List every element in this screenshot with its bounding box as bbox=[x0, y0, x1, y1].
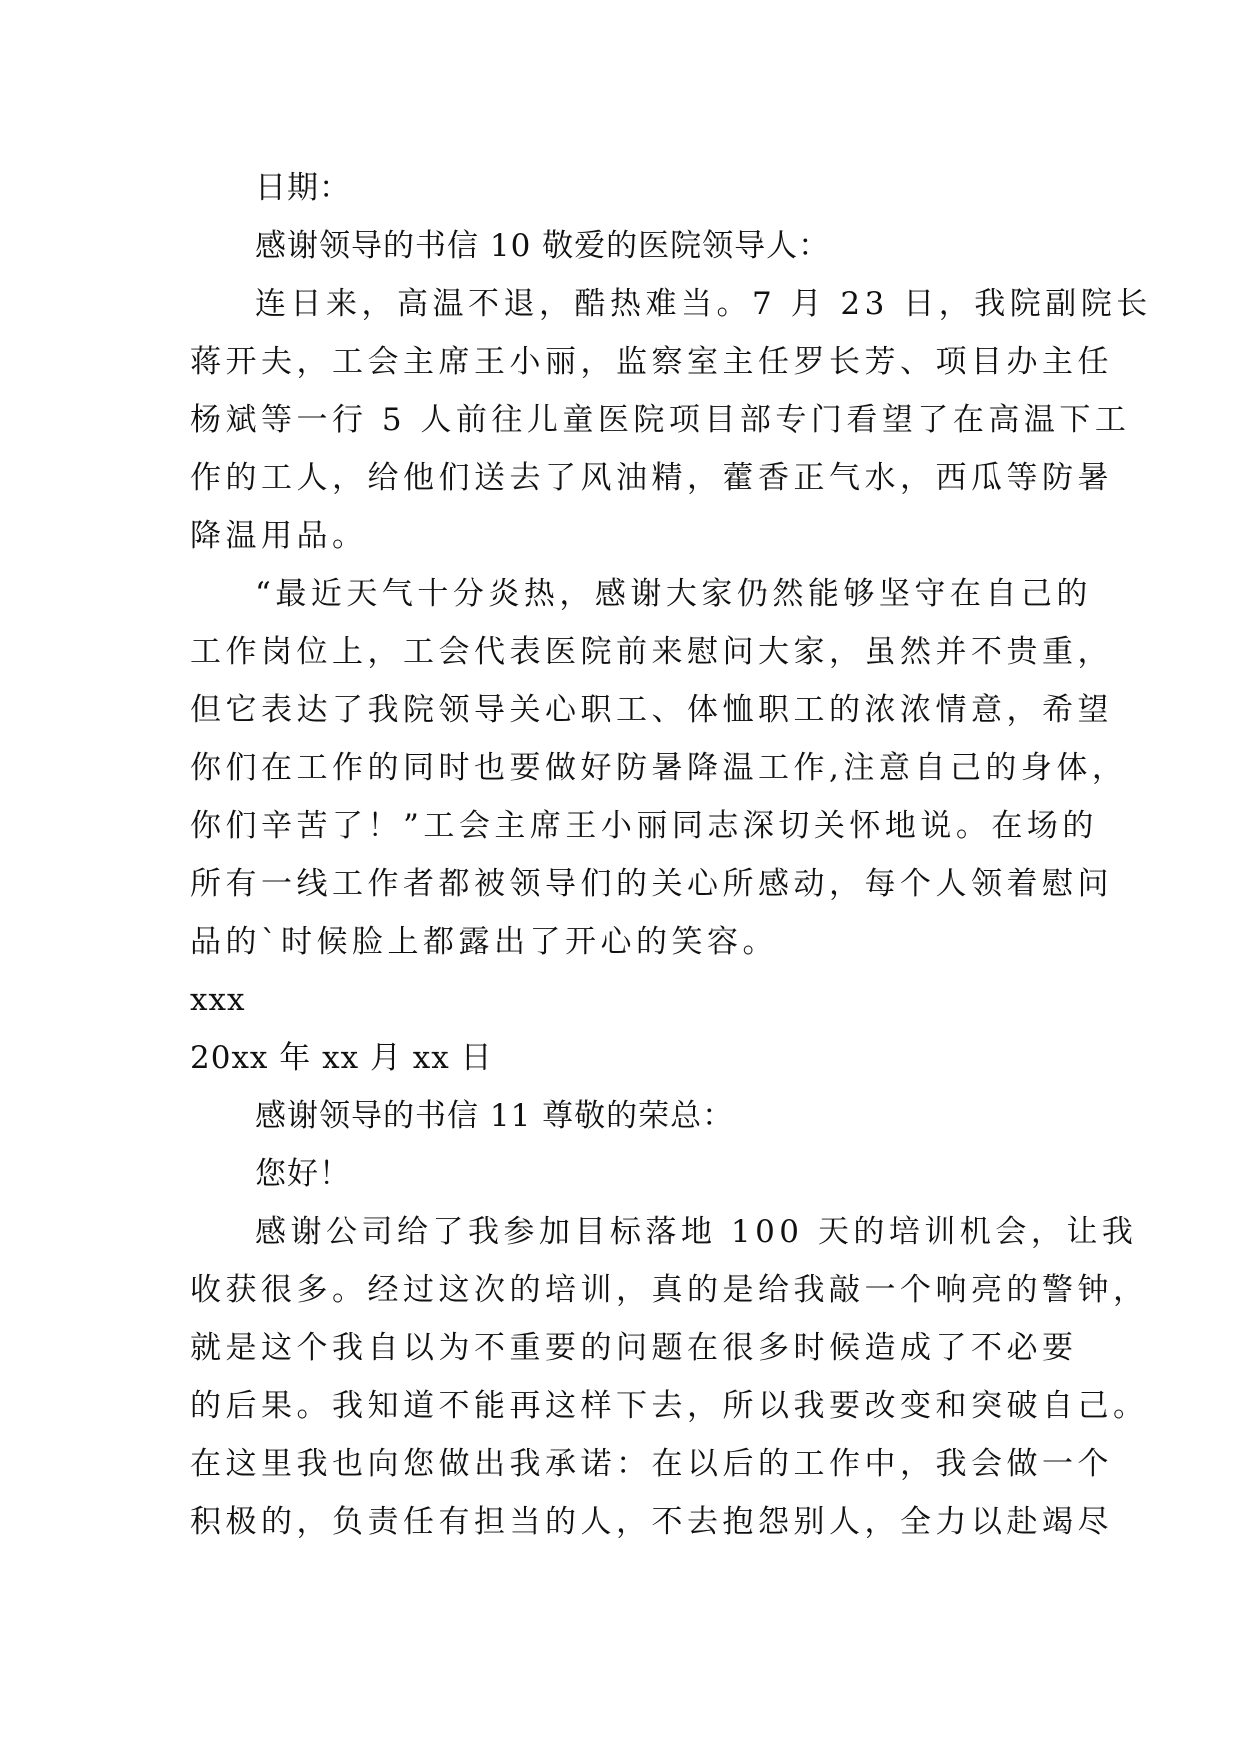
paragraph-line: 的后果。我知道不能再这样下去，所以我要改变和突破自己。 bbox=[190, 1388, 1149, 1424]
letter-11-heading: 感谢领导的书信 11 尊敬的荣总： bbox=[255, 1098, 735, 1134]
paragraph-line: 蒋开夫，工会主席王小丽，监察室主任罗长芳、项目办主任 bbox=[190, 344, 1113, 380]
paragraph-line: 收获很多。经过这次的培训，真的是给我敲一个响亮的警钟， bbox=[190, 1272, 1149, 1308]
paragraph-line: 工作岗位上，工会代表医院前来慰问大家，虽然并不贵重， bbox=[190, 634, 1113, 670]
paragraph-line: 在这里我也向您做出我承诺：在以后的工作中，我会做一个 bbox=[190, 1446, 1113, 1482]
paragraph-line: 积极的，负责任有担当的人，不去抱怨别人，全力以赴竭尽 bbox=[190, 1504, 1113, 1540]
paragraph-line: 你们辛苦了！”工会主席王小丽同志深切关怀地说。在场的 bbox=[190, 808, 1098, 844]
signature-name: xxx bbox=[190, 982, 246, 1018]
date-label: 日期： bbox=[255, 170, 351, 206]
paragraph-line: 感谢公司给了我参加目标落地 100 天的培训机会，让我 bbox=[255, 1214, 1138, 1250]
paragraph-line: 作的工人，给他们送去了风油精，藿香正气水，西瓜等防暑 bbox=[190, 460, 1113, 496]
paragraph-line: 降温用品。 bbox=[190, 518, 368, 554]
paragraph-line: 就是这个我自以为不重要的问题在很多时候造成了不必要 bbox=[190, 1330, 1078, 1366]
paragraph-line: “最近天气十分炎热，感谢大家仍然能够坚守在自己的 bbox=[255, 576, 1092, 612]
paragraph-line: 杨斌等一行 5 人前往儿童医院项目部专门看望了在高温下工 bbox=[190, 402, 1131, 438]
greeting: 您好！ bbox=[255, 1156, 351, 1192]
paragraph-line: 但它表达了我院领导关心职工、体恤职工的浓浓情意，希望 bbox=[190, 692, 1113, 728]
signature-date: 20xx 年 xx 月 xx 日 bbox=[190, 1040, 493, 1076]
paragraph-line: 连日来，高温不退，酷热难当。7 月 23 日，我院副院长 bbox=[255, 286, 1152, 322]
paragraph-line: 品的`时候脸上都露出了开心的笑容。 bbox=[190, 924, 778, 960]
paragraph-line: 所有一线工作者都被领导们的关心所感动，每个人领着慰问 bbox=[190, 866, 1113, 902]
paragraph-line: 你们在工作的同时也要做好防暑降温工作,注意自己的身体， bbox=[190, 750, 1128, 786]
letter-10-heading: 感谢领导的书信 10 敬爱的医院领导人： bbox=[255, 228, 831, 264]
